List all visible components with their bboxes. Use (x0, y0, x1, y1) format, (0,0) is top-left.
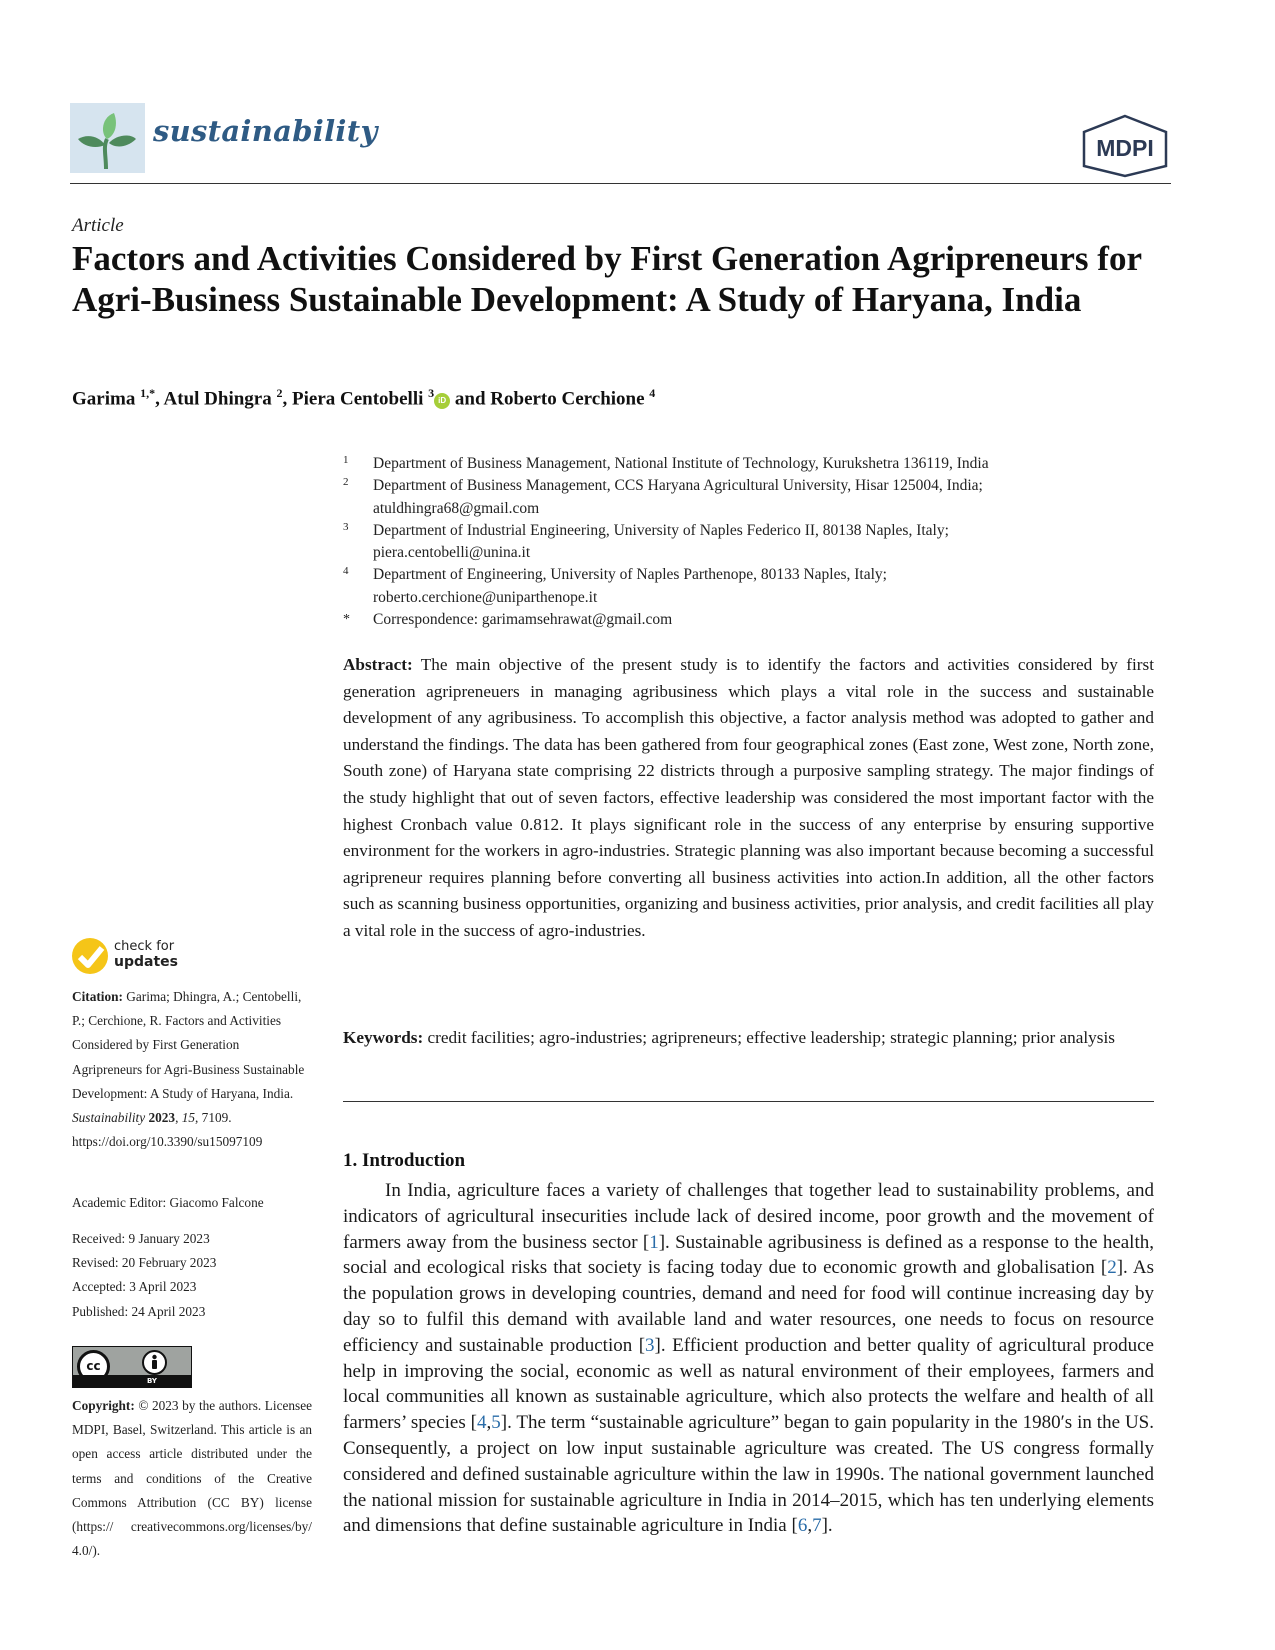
article-type: Article (72, 215, 124, 236)
abstract-label: Abstract: (343, 655, 413, 674)
introduction-text: ]. As the population grows in developing countries, demand and need for food will continue increasing day by day so to fulfil this demand with available land and water resources, one needs to focus on resource efficiency and sustainable production [ (343, 1257, 1154, 1356)
mdpi-logo-text: MDPI (1096, 135, 1154, 161)
copyright-text: © 2023 by the authors. Licensee MDPI, Basel, Switzerland. This article is an open access article distributed under the terms and conditions of the Creative Commons Attribution (CC BY) license (https:// creativecommons.org/licenses/by/ 4.0/). (72, 1398, 312, 1559)
author-separator: and (450, 388, 491, 410)
date-received: Received: 9 January 2023 (72, 1231, 210, 1246)
citation-doi-link[interactable]: https://doi.org/10.3390/su15097109 (72, 1134, 263, 1150)
abstract-divider (343, 1101, 1154, 1102)
mdpi-logo (1080, 114, 1170, 178)
correspondence (343, 609, 1143, 631)
author-name[interactable]: Roberto Cerchione (490, 388, 645, 410)
introduction-text: , (486, 1412, 492, 1434)
introduction-text: , (807, 1515, 813, 1537)
affiliation-email[interactable]: piera.centobelli@unina.it (373, 544, 531, 562)
orcid-icon[interactable]: iD (434, 393, 450, 409)
author-name[interactable]: Piera Centobelli (292, 388, 424, 410)
affiliation-item (343, 453, 1143, 475)
reference-link[interactable]: 2 (1107, 1257, 1117, 1279)
affiliation-item (343, 564, 1143, 609)
journal-logo (70, 103, 145, 173)
header-divider (70, 183, 1171, 184)
abstract-text: The main objective of the present study is to identify the factors and activities considered by first generation agripreneuers in managing agribusiness which plays a vital role in the success and sustainable development of any agribusiness. To accomplish this objective, a factor analysis method was adopted to gather and understand the findings. The data has been gathered from four geographical zones (East zone, West zone, North zone, South zone) of Haryana state comprising 22 districts through a purposive sampling strategy. The major findings of the study highlight that out of seven factors, effective leadership was considered the most important factor with the highest Cronbach value 0.812. It plays significant role in the success of any enterprise by ensuring supportive environment for the workers in agro-industries. Strategic planning was also important because becoming a successful agripreneur requires planning before converting all business activities into action.In addition, all the other factors such as scanning business opportunities, organizing and business activities, prior analysis, and credit facilities all play a vital role in the success of agro-industries. (343, 655, 1154, 940)
abstract (343, 652, 1154, 945)
citation-journal: Sustainability (72, 1110, 146, 1126)
author-separator: , (155, 388, 164, 410)
author-name[interactable]: Atul Dhingra (163, 388, 272, 410)
cc-by-license-badge[interactable] (72, 1346, 192, 1388)
affiliation-line: Department of Engineering, University of Naples Parthenope, 80133 Naples, Italy; (373, 566, 887, 584)
introduction-text: In India, agriculture faces a variety of challenges that together lead to sustainability problems, and indicators of agricultural insecurities include lack of desired income, poor growth and the movement of farmers away from the business sector [ (343, 1180, 1154, 1253)
date-accepted: Accepted: 3 April 2023 (72, 1279, 197, 1295)
keywords-label: Keywords: (343, 1028, 424, 1047)
reference-link[interactable]: 4 (477, 1412, 487, 1434)
citation: Citation: Garima; Dhingra, A.; Centobelli, P.; Cerchione, R. Factors and Activities Considered by First Generation Agripreneurs for Agri-Business Sustainable Development: A Study of Haryana, India. Sustainability 2023, 15, 7109. https://doi.org/10.3390/su15097109 (72, 985, 312, 1154)
author-list (72, 386, 655, 410)
check-updates-line2: updates (114, 954, 178, 970)
affiliation-number: 1 (343, 454, 349, 466)
article-title: Factors and Activities Considered by First Generation Agripreneurs for Agri-Business Sustainable Development: A Study of Haryana, India (72, 239, 1142, 319)
citation-label: Citation: (72, 989, 123, 1004)
affiliation-line: Department of Industrial Engineering, University of Naples Federico II, 80138 Naples, Italy; (373, 521, 949, 539)
attribution-person-icon (142, 1350, 167, 1375)
reference-link[interactable]: 5 (491, 1412, 501, 1434)
section-heading-introduction: 1. Introduction (343, 1150, 466, 1171)
citation-year: 2023 (148, 1110, 176, 1126)
date-published: Published: 24 April 2023 (72, 1303, 206, 1319)
introduction-text: ]. The term “sustainable agriculture” began to gain popularity in the 1980′s in the US. Consequently, a project on low input sustainable agriculture was created. The US congress formally considered and defined sustainable agriculture within the law in 1990s. The national government launched the national mission for sustainable agriculture in India in 2014–2015, which has ten underlying elements and dimensions that define sustainable agriculture in India [ (343, 1412, 1154, 1537)
citation-volume: 15 (181, 1110, 196, 1126)
keywords (343, 1025, 1154, 1052)
author-separator: , (282, 388, 292, 410)
affiliation-email[interactable]: roberto.cerchione@uniparthenope.it (373, 588, 598, 606)
creative-commons-icon: cc (77, 1350, 110, 1383)
reference-link[interactable]: 7 (812, 1515, 822, 1537)
author-affiliation-sup: 2 (276, 386, 283, 400)
introduction-text: ]. (821, 1515, 833, 1537)
affiliation-number: 2 (343, 476, 349, 489)
academic-editor: Academic Editor: Giacomo Falcone (72, 1195, 264, 1210)
affiliation-number: 3 (343, 520, 349, 533)
author-name[interactable]: Garima (72, 388, 136, 410)
journal-name: sustainability (153, 114, 378, 148)
check-for-updates-button[interactable] (72, 938, 202, 978)
affiliation-line: Department of Business Management, CCS Haryana Agricultural University, Hisar 125004, India; (373, 477, 983, 495)
correspondence-marker: * (343, 612, 350, 628)
affiliation-number: 4 (343, 565, 349, 578)
check-updates-line1: check for (114, 939, 175, 954)
copyright-label: Copyright: (72, 1398, 135, 1413)
publication-dates (72, 1227, 312, 1324)
keywords-text: credit facilities; agro-industries; agripreneurs; effective leadership; strategic planning; prior analysis (427, 1028, 1115, 1047)
affiliations (343, 453, 1143, 631)
author-affiliation-sup: 1,* (140, 386, 156, 400)
author-affiliation-sup: 3 (428, 386, 435, 400)
reference-link[interactable]: 6 (797, 1515, 808, 1537)
reference-link[interactable]: 3 (645, 1334, 655, 1356)
affiliation-item (343, 475, 1143, 520)
correspondence-email[interactable]: Correspondence: garimamsehrawat@gmail.com (373, 611, 673, 629)
copyright-notice (72, 1394, 312, 1563)
affiliation-line: Department of Business Management, National Institute of Technology, Kurukshetra 136119, India (373, 455, 989, 472)
introduction-text: ]. Efficient production and better quality of agricultural produce help in improving the social, economic as well as natural environment of their employees, farmers and local communities all known as sustainable agriculture, which also protects the welfare and health of all farmers’ species [ (343, 1334, 1154, 1434)
reference-link[interactable]: 1 (649, 1231, 659, 1253)
citation-text: Garima; Dhingra, A.; Centobelli, P.; Cerchione, R. Factors and Activities Considered by First Generation Agripreneurs for Agri-Business Sustainable Development: A Study of Haryana, India. (72, 989, 305, 1101)
author-affiliation-sup: 4 (649, 386, 656, 400)
citation-article-number: , 7109. (195, 1110, 232, 1126)
introduction-text: ]. Sustainable agribusiness is defined as a response to the health, social and ecological risks that society is facing today due to economic growth and globalisation [ (343, 1231, 1154, 1279)
date-revised: Revised: 20 February 2023 (72, 1255, 217, 1271)
affiliation-email[interactable]: atuldhingra68@gmail.com (373, 499, 540, 517)
plant-sprout-icon (70, 103, 145, 173)
affiliation-item (343, 520, 1143, 565)
introduction-paragraph (343, 1178, 1154, 1539)
cc-by-label: BY (73, 1375, 191, 1387)
checkmark-icon (72, 938, 108, 974)
